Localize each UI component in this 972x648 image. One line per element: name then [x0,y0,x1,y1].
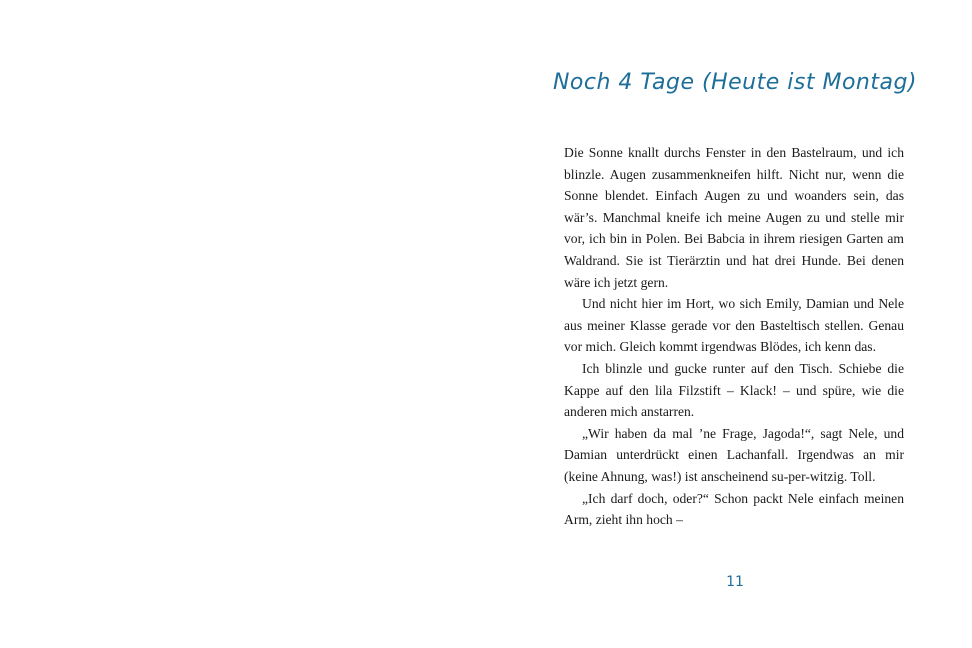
paragraph: Und nicht hier im Hort, wo sich Emily, Damian und Nele aus meiner Klasse gerade vor den Basteltisch stellen. Genau vor mich. Gleich kommt irgendwas Blödes, ich kenn das. [564,296,904,355]
paragraph: „Ich darf doch, oder?“ Schon packt Nele einfach meinen Arm, zieht ihn hoch – [564,490,904,528]
paragraph: Ich blinzle und gucke runter auf den Tisch. Schiebe die Kappe auf den lila Filzstift – Klack! – und spüre, wie die anderen mich anstarren. [564,360,904,420]
paragraph: Die Sonne knallt durchs Fenster in den Bastelraum, und ich blinzle. Augen zusammenkneifen hilft. Nicht nur, wenn die Sonne blendet. Einfach Augen zu und woanders sein, das wär’s. Manchmal kneife ich meine Augen zu und stelle mir vor, ich bin in Polen. Bei Babcia in ihrem riesigen Garten am Waldrand. Sie ist Tierärztin und hat drei Hunde. Bei denen wäre ich jetzt gern. [564,145,904,290]
paragraph: „Wir haben da mal ’ne Frage, Jagoda!“, sagt Nele, und Damian unterdrückt einen Lachanfall. Irgendwas an mir (keine Ahnung, was!) ist anscheinend su-per-witzig. Toll. [564,425,904,484]
right-page [486,0,972,648]
page-number: 11 [726,574,744,590]
chapter-title: Noch 4 Tage (Heute ist Montag) [552,70,918,95]
body-text [564,142,904,531]
